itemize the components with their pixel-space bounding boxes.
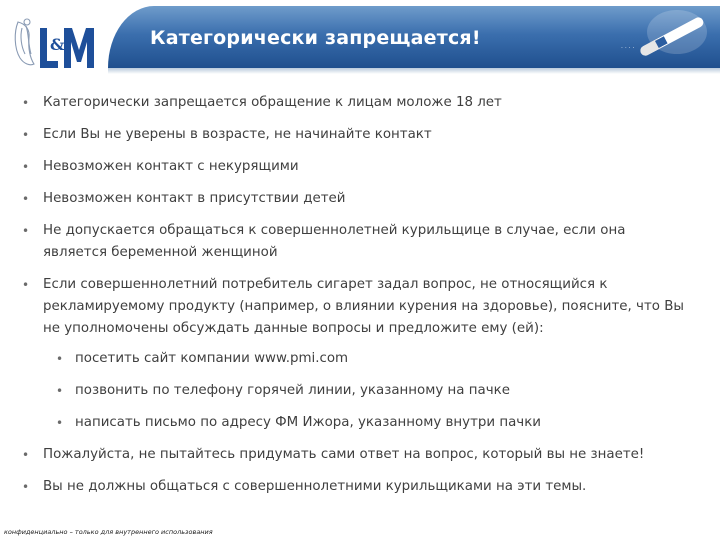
- bullet-item: Если совершеннолетний потребитель сигарет задал вопрос, не относящийся к рекламируемому продукту (например, о влиянии курения на здоровье), поясните, что Вы не уполномочены обсуждать данные вопросы и предложите ему (ей):: [43, 277, 684, 336]
- bullet-item: Категорически запрещается обращение к лицам моложе 18 лет: [43, 95, 502, 110]
- bullet-item: Если Вы не уверены в возрасте, не начинайте контакт: [43, 127, 432, 142]
- svg-text:· · · ·: · · · ·: [621, 45, 635, 52]
- confidentiality-footer: конфиденциально – только для внутреннего использования: [4, 528, 213, 536]
- sub-bullet-item: позвонить по телефону горячей линии, указанному на пачке: [75, 383, 510, 398]
- svg-text:&: &: [50, 35, 65, 54]
- crest-icon: [15, 19, 34, 65]
- bullet-item: Невозможен контакт в присутствии детей: [43, 191, 346, 206]
- sub-bullet-item: посетить сайт компании www.pmi.com: [75, 351, 349, 366]
- bullet-marker: •: [22, 96, 30, 110]
- bullet-item: Пожалуйста, не пытайтесь придумать сами ответ на вопрос, который вы не знаете!: [43, 447, 645, 462]
- bullet-marker: •: [22, 480, 30, 494]
- sub-bullet-marker: •: [56, 416, 64, 430]
- cigarette-icon: [615, 6, 715, 62]
- page-title: Категорически запрещается!: [150, 27, 481, 49]
- sub-bullet-item: написать письмо по адресу ФМ Ижора, указанному внутри пачки: [75, 415, 541, 430]
- bullet-marker: •: [22, 224, 30, 238]
- bullet-marker: •: [22, 160, 30, 174]
- sub-bullet-marker: •: [56, 352, 64, 366]
- bullet-item: Вы не должны общаться с совершеннолетними курильщиками на эти темы.: [43, 479, 587, 494]
- bullet-marker: •: [22, 448, 30, 462]
- slide-header: [0, 0, 720, 78]
- sub-bullet-marker: •: [56, 384, 64, 398]
- bullet-item: Невозможен контакт с некурящими: [43, 159, 299, 174]
- bullet-marker: •: [22, 128, 30, 142]
- bullet-item: Не допускается обращаться к совершеннолетней курильщице в случае, если она является беременной женщиной: [43, 223, 626, 260]
- lm-logo: [12, 14, 104, 74]
- bullet-marker: •: [22, 192, 30, 206]
- bullet-marker: •: [22, 278, 30, 292]
